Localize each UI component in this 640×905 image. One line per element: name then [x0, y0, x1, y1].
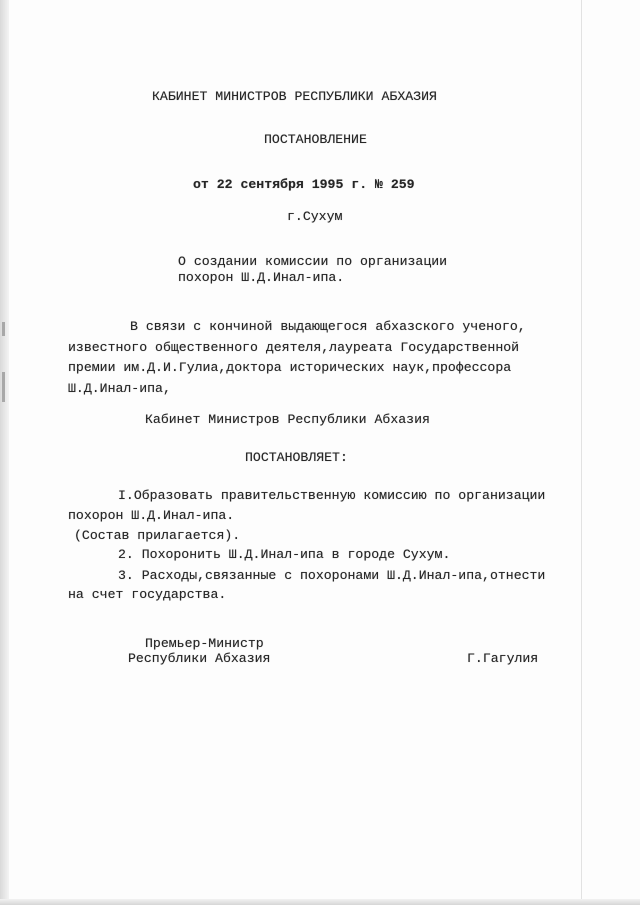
item-3-line: на счет государства.	[68, 587, 227, 602]
subject-line: О создании комиссии по организации	[178, 254, 448, 269]
scan-edge-bottom	[0, 899, 640, 905]
preamble-line: В связи с кончиной выдающегося абхазского ученого,	[130, 319, 526, 334]
preamble-line: премии им.Д.И.Гулиа,доктора исторических наук,профессора	[68, 360, 512, 375]
issuing-authority: КАБИНЕТ МИНИСТРОВ РЕСПУБЛИКИ АБХАЗИЯ	[152, 89, 437, 104]
date-and-number: от 22 сентября 1995 г. № 259	[193, 177, 415, 192]
enacting-body: Кабинет Министров Республики Абхазия	[145, 412, 430, 427]
scan-margin-left	[0, 0, 9, 905]
enacting-verb: ПОСТАНОВЛЯЕТ:	[245, 450, 348, 465]
item-1-line: похорон Ш.Д.Инал-ипа.	[68, 508, 235, 523]
scan-mark	[2, 372, 5, 402]
preamble-line: известного общественного деятеля,лауреата Государственной	[68, 340, 520, 355]
item-3-line: 3. Расходы,связанные с похоронами Ш.Д.Инал-ипа,отнести	[118, 568, 546, 583]
scan-mark	[2, 322, 5, 336]
document-type: ПОСТАНОВЛЕНИЕ	[264, 132, 367, 147]
subject-line: похорон Ш.Д.Инал-ипа.	[178, 270, 345, 285]
preamble-line: Ш.Д.Инал-ипа,	[68, 381, 171, 396]
item-1-line: I.Образовать правительственную комиссию по организации	[118, 488, 546, 503]
signatory-title: Премьер-Министр	[145, 636, 264, 651]
signatory-name: Г.Гагулия	[467, 651, 539, 666]
signatory-title: Республики Абхазия	[128, 651, 271, 666]
item-1-line: (Состав прилагается).	[74, 528, 241, 543]
city: г.Сухум	[287, 209, 343, 224]
scan-edge-right	[581, 0, 582, 905]
item-2-line: 2. Похоронить Ш.Д.Инал-ипа в городе Сухум.	[118, 547, 451, 562]
